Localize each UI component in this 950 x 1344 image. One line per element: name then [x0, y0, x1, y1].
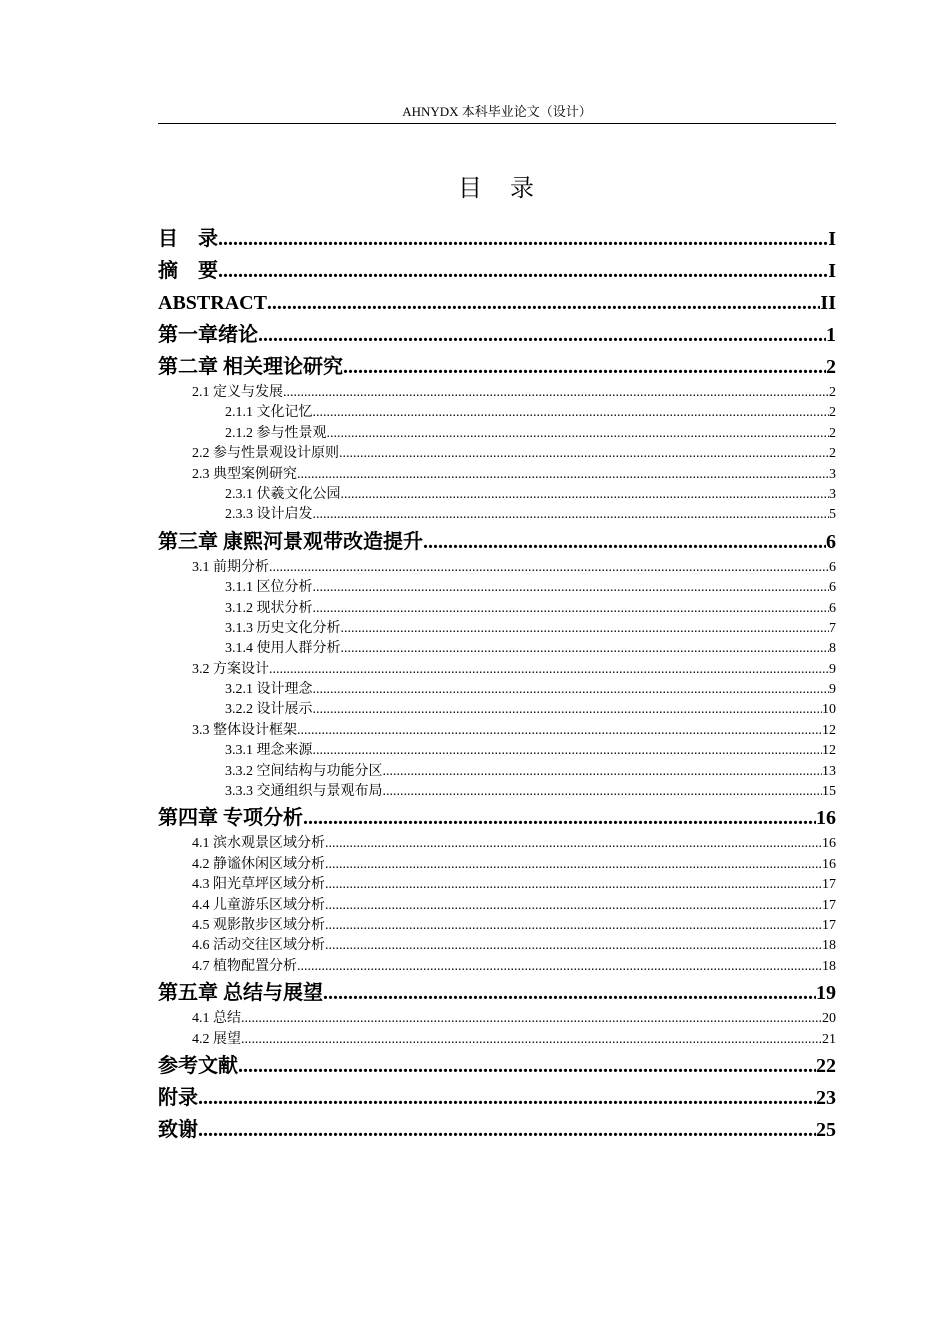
toc-dot-leader [423, 526, 826, 558]
toc-page-number: 5 [829, 507, 836, 523]
toc-dot-leader [325, 916, 822, 936]
toc-entry[interactable] [158, 855, 836, 875]
toc-dot-leader [238, 1050, 816, 1082]
toc-entry-label: 3.2 方案设计 [192, 661, 269, 677]
toc-dot-leader [339, 444, 829, 464]
toc-dot-leader [341, 639, 830, 659]
toc-entry-label: 2.3 典型案例研究 [192, 466, 297, 482]
toc-entry[interactable] [158, 526, 836, 558]
toc-entry-label: 4.3 阳光草坪区域分析 [192, 877, 325, 893]
toc-entry[interactable] [158, 1009, 836, 1029]
toc-page-number: 17 [822, 897, 836, 913]
toc-entry[interactable] [158, 383, 836, 403]
toc-entry-label: 4.1 滨水观景区域分析 [192, 836, 325, 852]
toc-entry-label: 3.1.3 历史文化分析 [225, 620, 341, 636]
toc-dot-leader [325, 896, 822, 916]
toc-page-number: 2 [829, 425, 836, 441]
toc-entry[interactable] [158, 916, 836, 936]
page-header: AHNYDX 本科毕业论文（设计） [402, 104, 592, 119]
toc-entry[interactable] [158, 287, 836, 319]
toc-entry-label: 2.2 参与性景观设计原则 [192, 446, 339, 462]
toc-page-number: 3 [829, 486, 836, 502]
toc-entry-label: 3.3.2 空间结构与功能分区 [225, 763, 383, 779]
toc-entry-label: 4.2 展望 [192, 1031, 241, 1047]
toc-page-number: 23 [816, 1086, 836, 1109]
toc-dot-leader [313, 505, 830, 525]
toc-entry-label: 3.1 前期分析 [192, 559, 269, 575]
toc-entry-label: 3.3.1 理念来源 [225, 743, 313, 759]
toc-entry-label: 第三章 康熙河景观带改造提升 [158, 530, 423, 553]
toc-page-number: 1 [826, 324, 836, 346]
toc-dot-leader [325, 875, 822, 895]
toc-entry-label: 2.3.3 设计启发 [225, 507, 313, 523]
toc-page-number: 22 [816, 1054, 836, 1077]
toc-page-number: 16 [822, 856, 836, 872]
toc-page-number: 6 [829, 559, 836, 575]
toc-page-number: 7 [829, 620, 836, 636]
toc-entry[interactable] [158, 660, 836, 680]
toc-entry-label: 2.3.1 伏羲文化公园 [225, 486, 341, 502]
header-rule [158, 123, 836, 124]
toc-page-number: I [828, 228, 836, 250]
toc-dot-leader [313, 741, 823, 761]
toc-dot-leader [297, 721, 822, 741]
toc-entry[interactable] [158, 1030, 836, 1050]
toc-page-number: 21 [822, 1031, 836, 1047]
toc-page-number: 17 [822, 917, 836, 933]
toc-dot-leader [303, 802, 816, 834]
toc-entry[interactable] [158, 762, 836, 782]
toc-page-number: 18 [822, 938, 836, 954]
toc-page-number: 19 [816, 982, 836, 1005]
toc-entry[interactable] [158, 424, 836, 444]
toc-entry[interactable] [158, 1082, 836, 1114]
toc-entry[interactable] [158, 834, 836, 854]
toc-entry-label: 第二章 相关理论研究 [158, 356, 343, 378]
toc-entry[interactable] [158, 444, 836, 464]
toc-entry[interactable] [158, 1050, 836, 1082]
toc-dot-leader [341, 619, 830, 639]
toc-entry[interactable] [158, 875, 836, 895]
toc-page-number: 9 [829, 682, 836, 698]
toc-entry[interactable] [158, 485, 836, 505]
toc-dot-leader [269, 660, 829, 680]
toc-dot-leader [218, 223, 828, 255]
toc-dot-leader [218, 255, 828, 287]
toc-entry[interactable] [158, 558, 836, 578]
toc-entry-label: 第五章 总结与展望 [158, 982, 323, 1005]
toc-entry-label: 3.1.2 现状分析 [225, 600, 313, 616]
toc-entry[interactable] [158, 619, 836, 639]
toc-dot-leader [283, 383, 829, 403]
toc-dot-leader [297, 957, 822, 977]
toc-entry[interactable] [158, 741, 836, 761]
toc-dot-leader [241, 1009, 822, 1029]
toc-entry-label: 2.1 定义与发展 [192, 385, 283, 400]
toc-page-number: 8 [829, 641, 836, 657]
toc-entry-label: 致谢 [158, 1118, 198, 1141]
toc-entry[interactable] [158, 936, 836, 956]
toc-entry-label: ABSTRACT [158, 292, 267, 314]
toc-entry[interactable] [158, 957, 836, 977]
toc-entry-label: 4.4 儿童游乐区域分析 [192, 897, 325, 913]
toc-page-number: 12 [822, 743, 836, 759]
toc-entry[interactable] [158, 351, 836, 383]
toc-entry-label: 4.2 静谧休闲区域分析 [192, 856, 325, 872]
toc-entry[interactable] [158, 721, 836, 741]
toc-dot-leader [343, 351, 826, 383]
toc-entry-label: 4.5 观影散步区域分析 [192, 917, 325, 933]
toc-entry[interactable] [158, 578, 836, 598]
toc-page-number: I [828, 260, 836, 282]
toc-page-number: 6 [826, 530, 836, 553]
toc-entry[interactable] [158, 505, 836, 525]
toc-entry-label: 4.7 植物配置分析 [192, 958, 297, 974]
toc-entry[interactable] [158, 896, 836, 916]
toc-entry-label: 附录 [158, 1086, 198, 1109]
toc-dot-leader [325, 834, 822, 854]
toc-dot-leader [313, 680, 830, 700]
toc-dot-leader [313, 700, 823, 720]
toc-dot-leader [325, 855, 822, 875]
toc-entry-label: 4.1 总结 [192, 1011, 241, 1027]
toc-dot-leader [341, 485, 830, 505]
toc-entry[interactable] [158, 802, 836, 834]
toc-page-number: 2 [829, 385, 836, 400]
toc-page-number: 15 [822, 784, 836, 800]
toc-dot-leader [198, 1082, 816, 1114]
toc-entry[interactable] [158, 255, 836, 287]
toc-entry-label: 3.1.4 使用人群分析 [225, 641, 341, 657]
toc-dot-leader [313, 578, 830, 598]
toc-entry[interactable] [158, 639, 836, 659]
toc-dot-leader [269, 558, 829, 578]
toc-entry-label: 3.3 整体设计框架 [192, 722, 297, 738]
toc-entry-label: 参考文献 [158, 1054, 238, 1077]
toc-entry[interactable] [158, 403, 836, 423]
toc-entry-label: 3.2.1 设计理念 [225, 682, 313, 698]
toc-page-number: 6 [829, 580, 836, 596]
toc-page-number: 2 [829, 405, 836, 421]
toc-entry[interactable] [158, 223, 836, 255]
toc-entry[interactable] [158, 1114, 836, 1146]
toc-dot-leader [297, 465, 829, 485]
toc-dot-leader [241, 1030, 822, 1050]
toc-entry-label: 2.1.2 参与性景观 [225, 425, 327, 441]
toc-page-number: 16 [822, 836, 836, 852]
toc-page-number: 9 [829, 661, 836, 677]
toc-dot-leader [327, 424, 830, 444]
toc-dot-leader [383, 762, 823, 782]
toc-entry-label: 4.6 活动交往区域分析 [192, 938, 325, 954]
toc-entry[interactable] [158, 977, 836, 1009]
toc-entry-label: 目 录 [158, 228, 218, 250]
toc-entry-label: 3.3.3 交通组织与景观布局 [225, 784, 383, 800]
toc-entry[interactable] [158, 599, 836, 619]
toc-entry[interactable] [158, 465, 836, 485]
toc-dot-leader [313, 599, 830, 619]
toc-dot-leader [323, 977, 816, 1009]
toc-dot-leader [313, 403, 830, 423]
toc-page-number: 13 [822, 763, 836, 779]
toc-page-number: 3 [829, 466, 836, 482]
toc-dot-leader [258, 319, 826, 351]
toc-title: 目 录 [458, 176, 536, 202]
toc-dot-leader [383, 782, 823, 802]
toc-page-number: 2 [829, 446, 836, 462]
toc-page-number: 6 [829, 600, 836, 616]
toc-entry-label: 3.2.2 设计展示 [225, 702, 313, 718]
toc-entry-label: 3.1.1 区位分析 [225, 580, 313, 596]
toc-page-number: II [820, 292, 836, 314]
toc-entry[interactable] [158, 319, 836, 351]
toc-page-number: 25 [816, 1118, 836, 1141]
toc-entry-label: 第一章绪论 [158, 324, 258, 346]
toc-page-number: 18 [822, 958, 836, 974]
toc-dot-leader [325, 936, 822, 956]
toc-page-number: 20 [822, 1011, 836, 1027]
toc-entry-label: 摘 要 [158, 260, 218, 282]
table-of-contents [158, 223, 836, 1146]
toc-page-number: 12 [822, 722, 836, 738]
toc-page-number: 10 [822, 702, 836, 718]
toc-dot-leader [267, 287, 821, 319]
toc-page-number: 16 [816, 807, 836, 830]
toc-entry[interactable] [158, 782, 836, 802]
toc-entry-label: 第四章 专项分析 [158, 807, 303, 830]
toc-entry-label: 2.1.1 文化记忆 [225, 405, 313, 421]
toc-dot-leader [198, 1114, 816, 1146]
toc-page-number: 17 [822, 877, 836, 893]
toc-entry[interactable] [158, 700, 836, 720]
toc-page-number: 2 [826, 356, 836, 378]
toc-entry[interactable] [158, 680, 836, 700]
